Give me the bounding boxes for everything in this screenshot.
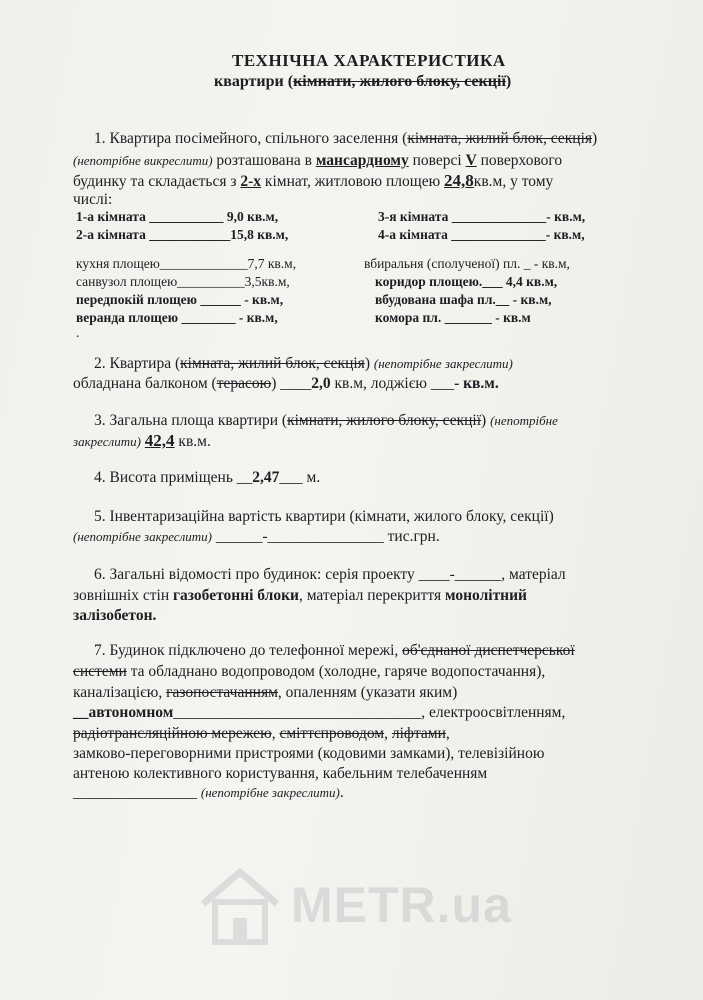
s7-l3b: , опаленням (указати яким) (277, 684, 458, 701)
hallway: передпокій площею ______ - кв.м, (76, 292, 284, 307)
s1-l1b: ) (592, 130, 598, 147)
storage: комора пл. _______ - кв.м (375, 310, 531, 325)
s7-l5c: , (445, 725, 450, 742)
s7-l2a: та обладнано водопроводом (холодне, гаряче водопостачання), (126, 663, 546, 680)
watermark-text: METR.ua (291, 877, 512, 933)
doc-title: ТЕХНІЧНА ХАРАКТЕРИСТИКА (232, 51, 506, 70)
s4-b: ___ м. (279, 469, 321, 486)
s2-l1b: ) (364, 355, 374, 372)
s6-l2a: зовнішніх стін (73, 587, 173, 604)
s7-line7: антеною колективного користування, кабельним телебаченням (73, 765, 488, 782)
s5-l2i: (непотрібне закреслити) (73, 529, 212, 544)
s3-l1i: (непотрібне (490, 413, 558, 428)
s7-line3 (73, 684, 457, 702)
s7-l3a: каналізацією, (73, 684, 167, 701)
floor-name: мансардному (315, 152, 409, 169)
veranda: веранда площею ________ - кв.м, (76, 310, 278, 325)
s6-l2b: , матеріал перекриття (298, 587, 445, 604)
s5-line1: 5. Інвентаризаційна вартість квартири (кімнати, жилого блоку, секції) (94, 508, 554, 525)
room3: 3-я кімната ______________- кв.м, (378, 209, 586, 224)
s7-l8b: . (339, 784, 344, 801)
s1-l3b: кімнат, житловою площею (261, 173, 445, 190)
s7-line1 (94, 642, 575, 660)
floor-number: V (465, 152, 477, 169)
subtitle-struck: кімнати, жилого блоку, секції (293, 73, 506, 90)
s7-l5s1: радіотрансляційною мережею (73, 725, 272, 742)
wall-material: газобетонні блоки (173, 587, 299, 604)
subtitle-suffix: ) (505, 73, 512, 90)
house-logo-icon (195, 860, 285, 950)
s1-line3 (73, 172, 553, 191)
s1-line2 (73, 152, 562, 170)
s3-l1a: 3. Загальна площа квартири ( (94, 412, 288, 429)
s2-l2a: обладнана балконом ( (73, 375, 217, 392)
s2-line1 (94, 355, 513, 373)
ceiling-height: 2,47 (252, 469, 280, 486)
rooms-count: 2-х (240, 173, 262, 190)
room2: 2-а кімната ____________15,8 кв.м, (76, 227, 289, 242)
s3-line2 (73, 432, 211, 451)
balcony-area: 2,0 (311, 375, 331, 392)
kitchen: кухня площею_____________7,7 кв.м, (76, 256, 297, 271)
wardrobe: вбудована шафа пл.__ - кв.м, (375, 292, 552, 307)
s7-line6: замково-переговорними пристроями (кодовими замками), телевізійною (73, 745, 545, 762)
s7-l5s3: ліфтами (391, 725, 446, 742)
total-area: 42,4 (144, 431, 175, 450)
subtitle-prefix: квартири ( (214, 73, 294, 90)
s7-l5b: , (384, 725, 392, 742)
s1-l1s: кімната, жилий блок, секція (407, 130, 593, 147)
watermark (195, 860, 525, 950)
s7-line8 (73, 784, 344, 802)
s2-l2b: ) ____ (271, 375, 312, 392)
s7-l4b: ________________________________, електроосвітленням, (173, 704, 566, 721)
s2-l1i: (непотрібне закреслити) (373, 356, 513, 371)
slab-material: монолітний (444, 587, 527, 604)
s6-line1: 6. Загальні відомості про будинок: серія проекту ____-______, матеріал (94, 566, 566, 583)
s1-line1 (94, 130, 597, 148)
s7-l1a: 7. Будинок підключено до телефонної мережі, (94, 642, 403, 659)
s7-l8a: ________________ (73, 784, 201, 801)
s7-l5s2: сміттєпроводом (279, 725, 385, 742)
bathroom: санвузол площею__________3,5кв.м, (76, 274, 290, 289)
s2-l1s: кімната, жилий блок, секція (180, 355, 365, 372)
s2-l2c: кв.м, лоджією ___ (330, 375, 455, 392)
s1-l3a: будинку та складається з (73, 173, 241, 190)
s3-l2i: закреслити) (73, 434, 141, 449)
s7-l3s: газопостачанням (166, 684, 278, 701)
s7-l1s: об'єднаної диспетчерської (402, 642, 575, 659)
s1-dot: . (76, 325, 80, 340)
s3-line1 (94, 412, 558, 430)
s4-line (94, 469, 320, 487)
s5-l2a: ______-_______________ тис.грн. (211, 528, 440, 545)
s1-l2i: (непотрібне викреслити) (73, 153, 213, 168)
s1-l3c: кв.м, у тому (473, 173, 554, 190)
s2-line2 (73, 375, 499, 393)
s1-l2c: поверхового (476, 152, 563, 169)
s7-line2 (73, 663, 545, 681)
s6-line3: залізобетон. (73, 607, 157, 624)
room1: 1-а кімната ___________ 9,0 кв.м, (76, 209, 279, 224)
heating-type: __автономном (73, 704, 174, 721)
corridor: коридор площею.___ 4,4 кв.м, (375, 274, 558, 289)
s7-line5 (73, 725, 450, 743)
s3-l2b: кв.м. (174, 433, 211, 450)
s2-l1a: 2. Квартира ( (94, 355, 181, 372)
loggia-area: - кв.м. (454, 375, 499, 392)
s7-l5a: , (271, 725, 280, 742)
doc-subtitle (214, 73, 511, 91)
s1-l1a: 1. Квартира посімейного, спільного заселення ( (94, 130, 408, 147)
s1-l2b: поверсі (408, 152, 466, 169)
s5-line2 (73, 528, 440, 546)
s7-l8i: (непотрібне закреслити) (200, 785, 340, 800)
s2-l2s: терасою (216, 375, 272, 392)
s1-l2a: розташована в (212, 152, 316, 169)
s3-l1s: кімнати, жилого блоку, секції (287, 412, 482, 429)
s7-l2s: системи (73, 663, 127, 680)
s7-line4 (73, 704, 565, 722)
room4: 4-а кімната ______________- кв.м, (378, 227, 585, 242)
living-area: 24,8 (444, 171, 474, 190)
s3-l1b: ) (481, 412, 491, 429)
s6-line2 (73, 587, 527, 605)
s4-a: 4. Висота приміщень __ (94, 469, 253, 486)
toilet: вбиральня (сполученої) пл. _ - кв.м, (364, 256, 570, 271)
s1-line4: числі: (73, 191, 113, 208)
